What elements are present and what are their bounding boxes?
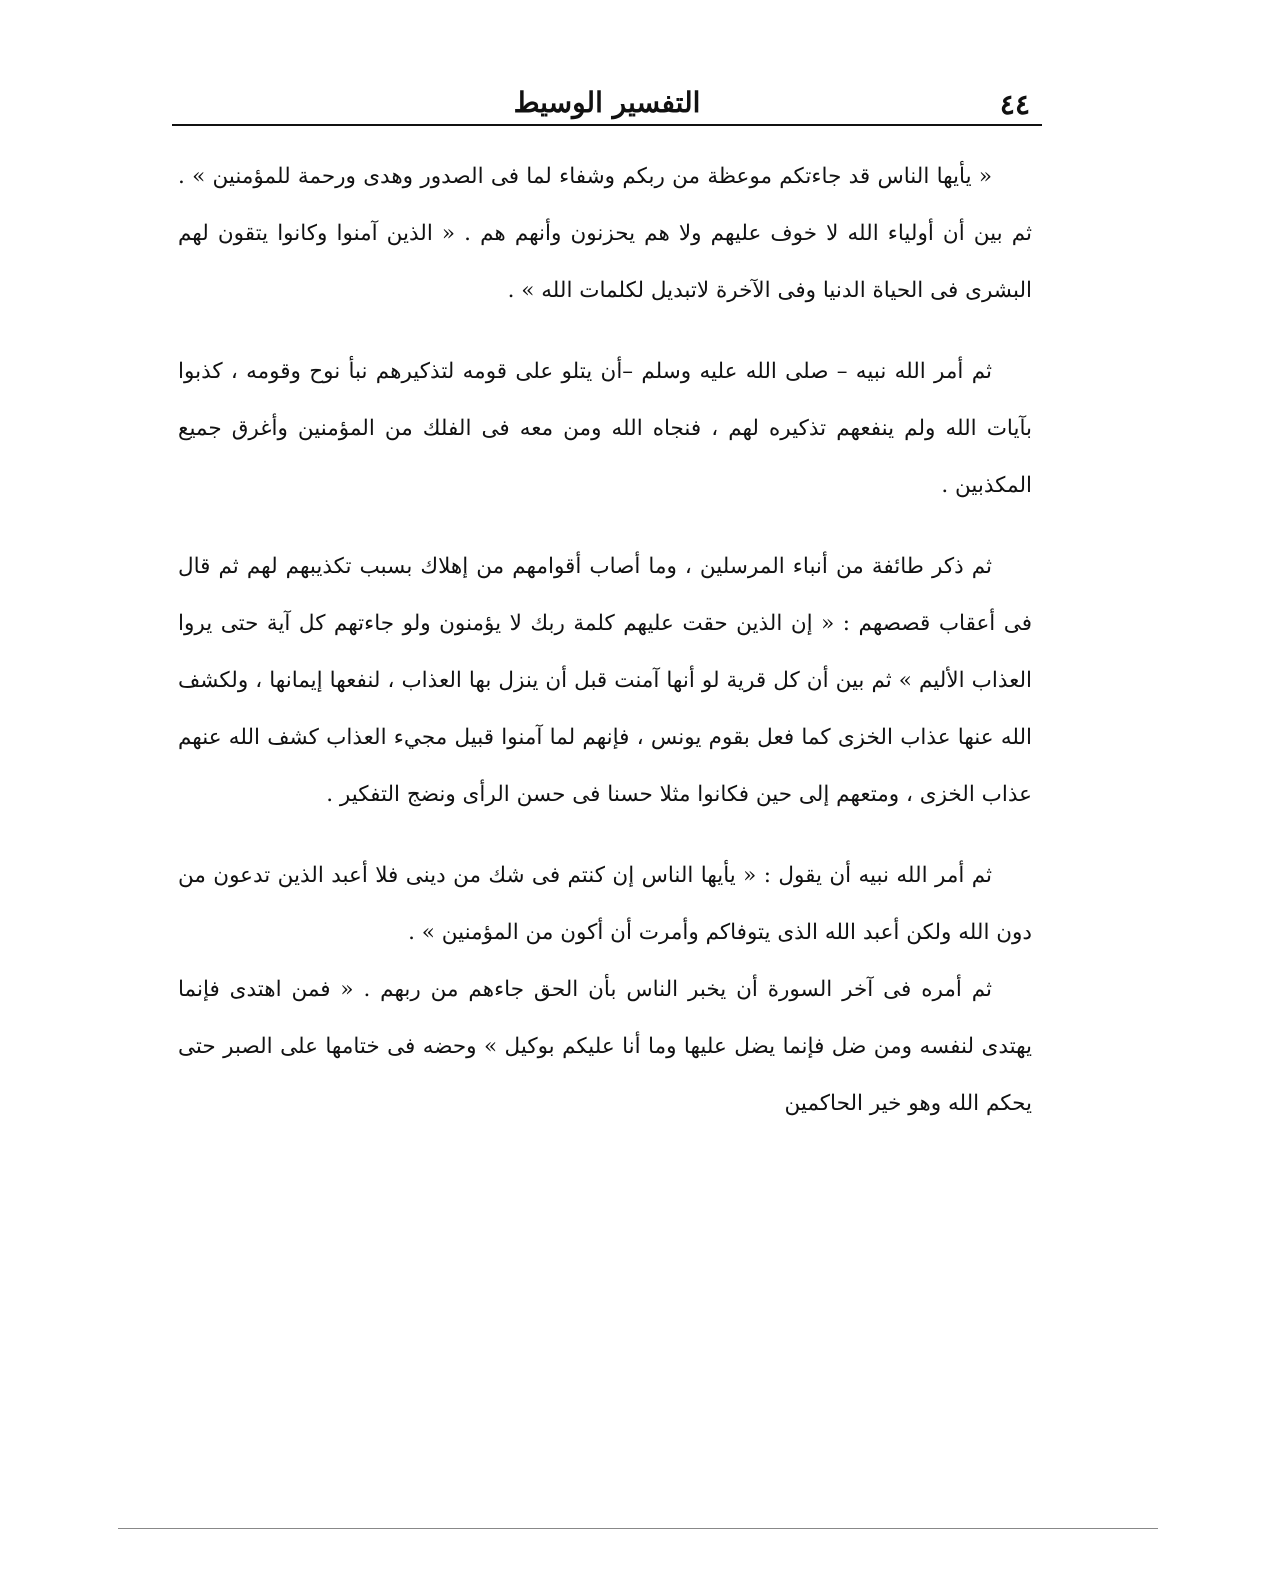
paragraph-gap bbox=[178, 514, 1032, 538]
paragraph-2: ثم أمر الله نبيه – صلى الله عليه وسلم –أن يتلو على قومه لتذكيرهم نبأ نوح وقومه ، كذبوا بآيات الله ولم ينفعهم تذكيره لهم ، فنجاه الله ومن معه فى الفلك من المؤمنين وأغرق جميع المكذبين . bbox=[178, 359, 1032, 498]
header-rule bbox=[172, 124, 1042, 126]
running-title: التفسير الوسيط bbox=[513, 86, 701, 119]
bottom-rule bbox=[118, 1528, 1158, 1529]
paragraph-gap bbox=[178, 319, 1032, 343]
paragraph-3: ثم ذكر طائفة من أنباء المرسلين ، وما أصاب أقوامهم من إهلاك بسبب تكذيبهم لهم ثم قال فى أعقاب قصصهم : « إن الذين حقت عليهم كلمة ربك لا يؤمنون ولو جاءتهم كل آية حتى يروا العذاب الأليم » ثم بين أن كل قرية لو أنها آمنت قبل أن ينزل بها العذاب ، لنفعها إيمانها ، ولكشف الله عنها عذاب الخزى كما فعل بقوم يونس ، فإنهم لما آمنوا قبيل مجيء العذاب كشف الله عنهم عذاب الخزى ، ومتعهم إلى حين فكانوا مثلا حسنا فى حسن الرأى ونضج التفكير . bbox=[178, 554, 1032, 807]
paragraph-gap bbox=[178, 823, 1032, 847]
page-header bbox=[172, 78, 1042, 124]
paragraph-5: ثم أمره فى آخر السورة أن يخبر الناس بأن الحق جاءهم من ربهم . « فمن اهتدى فإنما يهتدى لنفسه ومن ضل فإنما يضل عليها وما أنا عليكم بوكيل » وحضه فى ختامها على الصبر حتى يحكم الله وهو خير الحاكمين bbox=[178, 977, 1032, 1116]
paragraph-4: ثم أمر الله نبيه أن يقول : « يأيها الناس إن كنتم فى شك من دينى فلا أعبد الذين تدعون من دون الله ولكن أعبد الله الذى يتوفاكم وأمرت أن أكون من المؤمنين » . bbox=[178, 863, 1032, 945]
body-text bbox=[178, 148, 1032, 1132]
page-number: ٤٤ bbox=[999, 88, 1030, 121]
paragraph-1: « يأيها الناس قد جاءتكم موعظة من ربكم وشفاء لما فى الصدور وهدى ورحمة للمؤمنين » . ثم بين أن أولياء الله لا خوف عليهم ولا هم يحزنون وأنهم هم . « الذين آمنوا وكانوا يتقون لهم البشرى فى الحياة الدنيا وفى الآخرة لاتبديل لكلمات الله » . bbox=[178, 164, 1032, 303]
